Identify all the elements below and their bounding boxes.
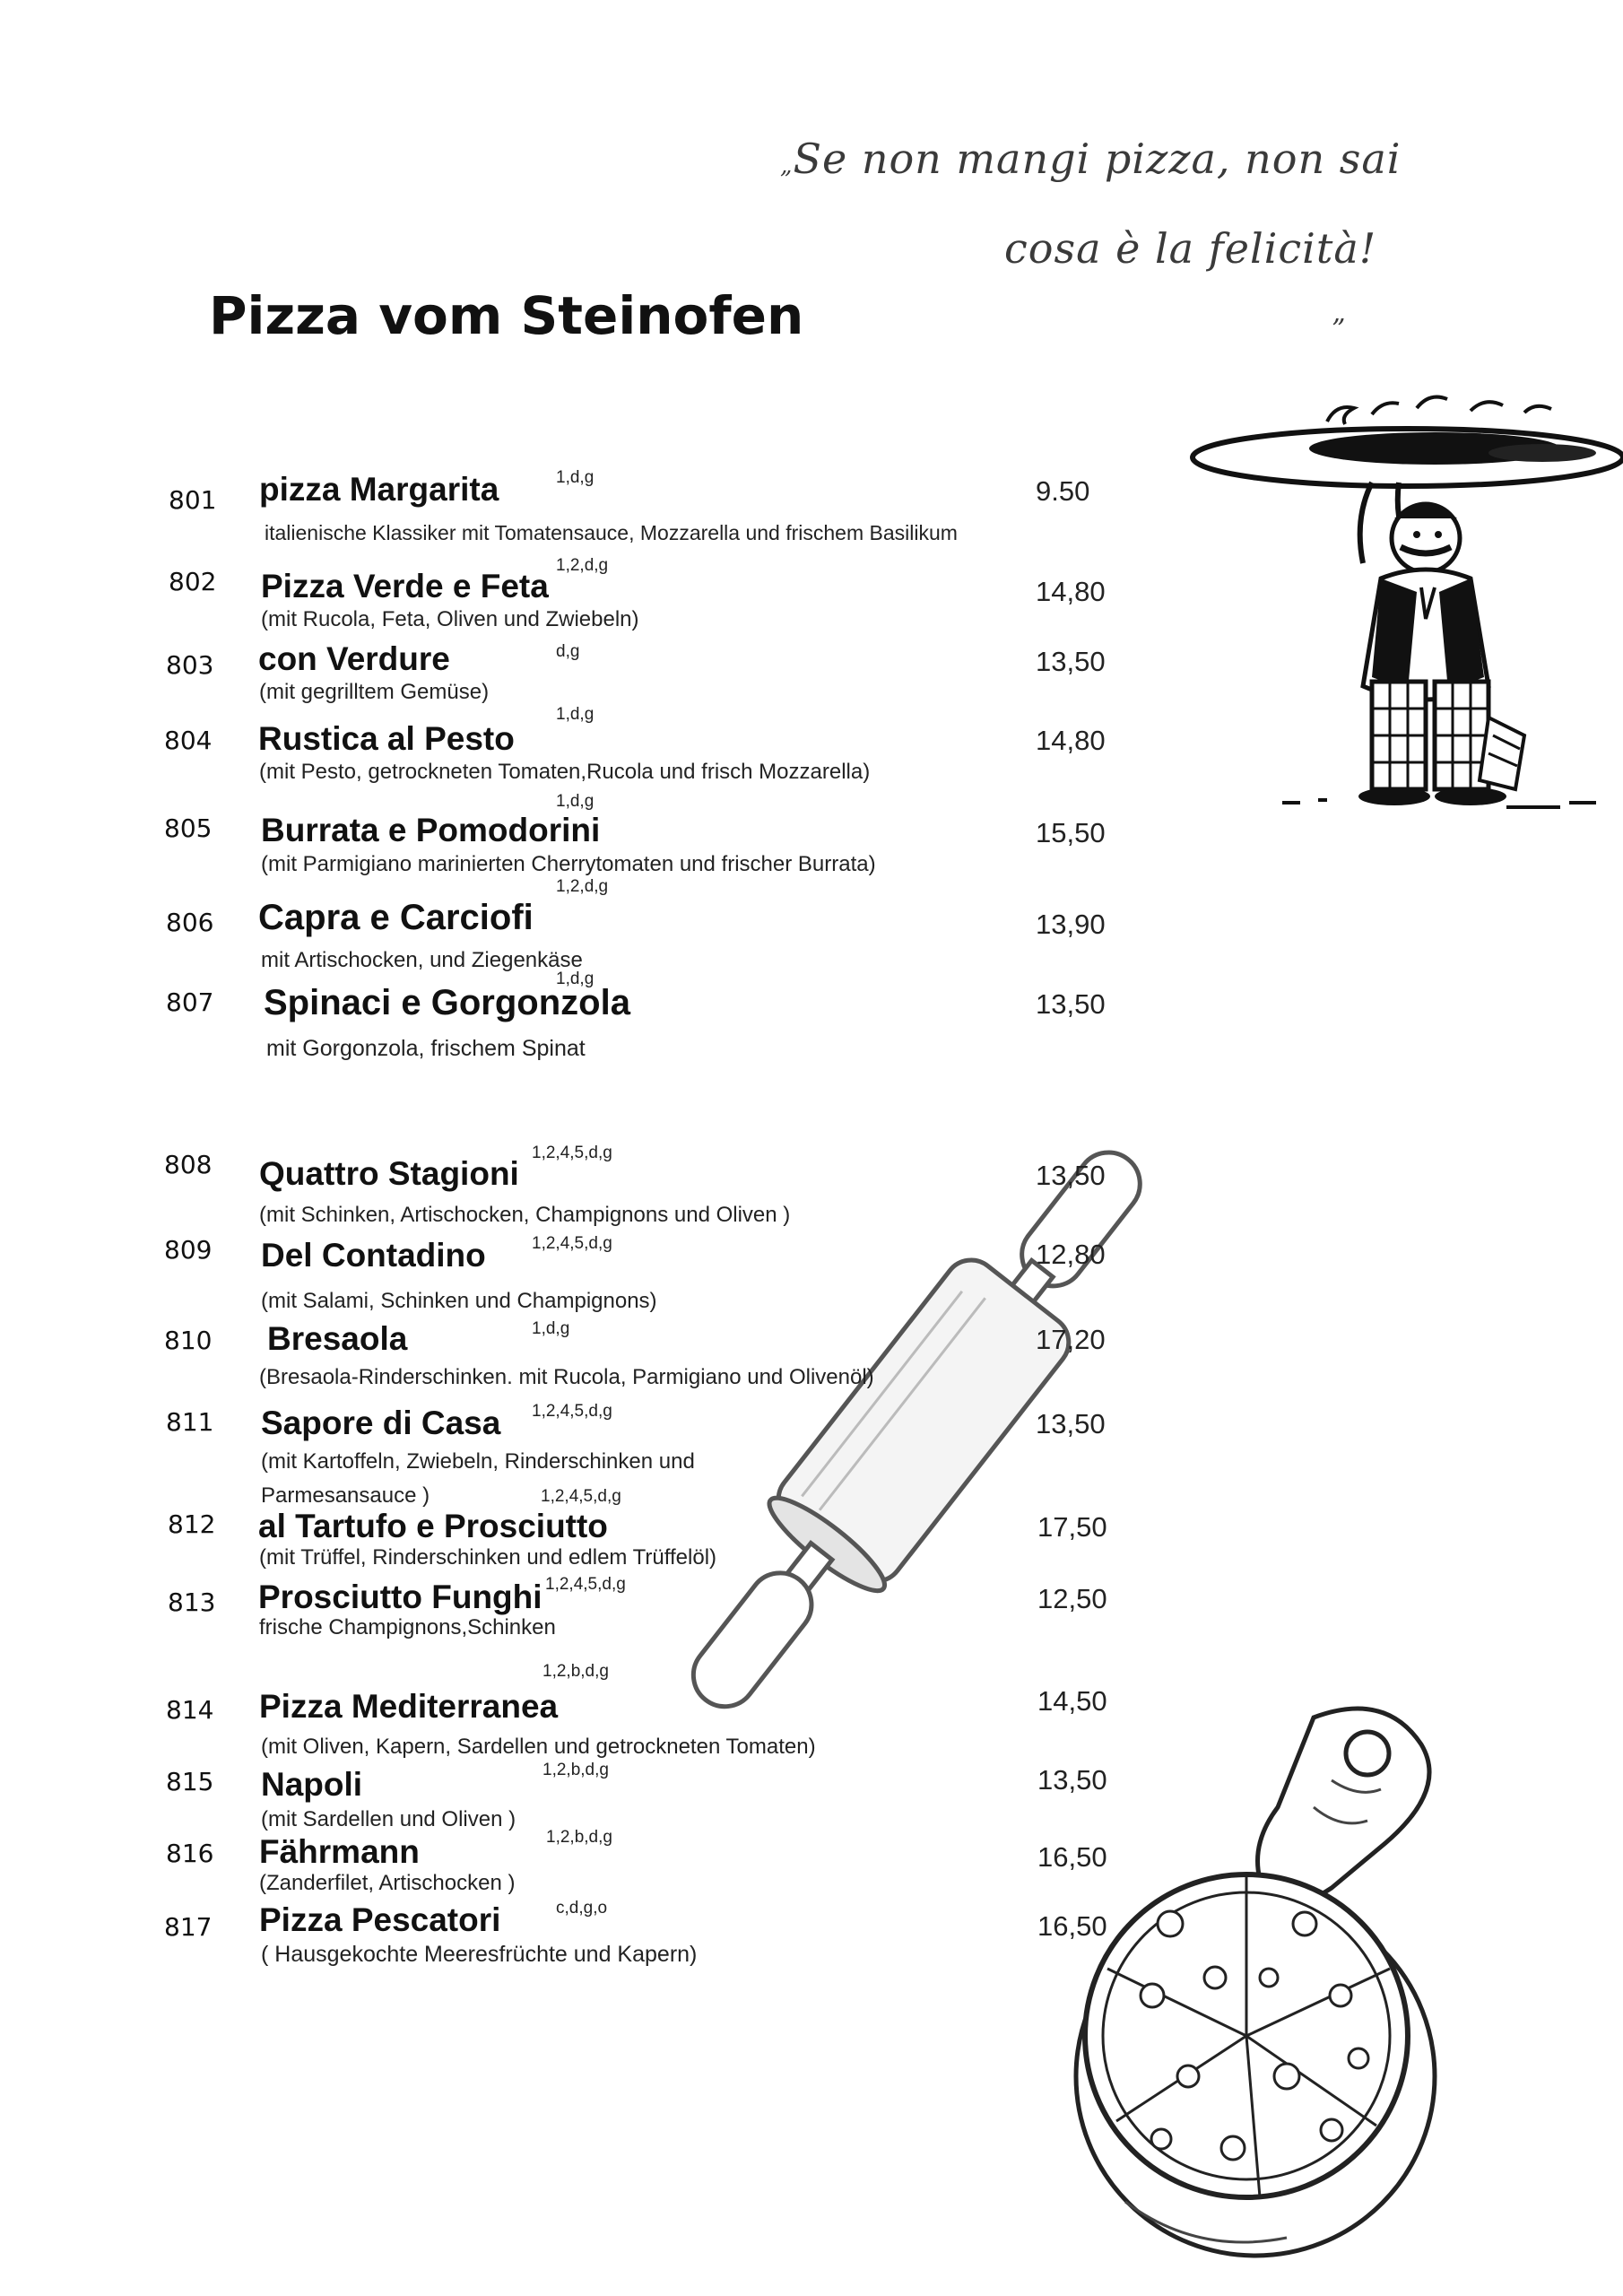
item-number: 812	[168, 1509, 216, 1539]
item-price: 12,80	[1036, 1239, 1106, 1270]
item-number: 810	[164, 1326, 213, 1355]
pizza-chef-illustration	[1166, 368, 1623, 852]
item-number: 802	[169, 567, 217, 596]
item-description: (mit Salami, Schinken und Champignons)	[261, 1289, 657, 1313]
item-allergens: 1,d,g	[532, 1319, 570, 1338]
item-price: 14,80	[1036, 725, 1106, 756]
item-number: 806	[166, 908, 214, 937]
item-number: 813	[168, 1587, 216, 1617]
item-allergens: 1,d,g	[556, 970, 595, 988]
item-price: 15,50	[1036, 817, 1106, 848]
item-price: 13,90	[1036, 909, 1106, 940]
item-price: 14,50	[1037, 1685, 1107, 1717]
item-number: 811	[166, 1407, 214, 1437]
item-price: 16,50	[1037, 1910, 1107, 1942]
item-price: 9.50	[1036, 475, 1090, 507]
item-price: 13,50	[1037, 1764, 1107, 1796]
item-name: Napoli	[261, 1766, 363, 1803]
item-description: ( Hausgekochte Meeresfrüchte und Kapern)	[261, 1942, 698, 1967]
item-name: con Verdure	[258, 640, 450, 677]
item-name: Pizza Pescatori	[259, 1901, 501, 1938]
item-description: (Zanderfilet, Artischocken )	[259, 1871, 516, 1895]
item-number: 805	[164, 813, 213, 843]
item-name: Sapore di Casa	[261, 1405, 501, 1441]
item-price: 14,80	[1036, 576, 1106, 607]
item-price: 13,50	[1036, 988, 1106, 1020]
quote-close-mark: ”	[1332, 314, 1347, 345]
item-description: italienische Klassiker mit Tomatensauce, Mozzarella und frischem Basilikum	[265, 521, 958, 544]
item-name: al Tartufo e Prosciutto	[258, 1508, 608, 1544]
item-description: mit Gorgonzola, frischem Spinat	[266, 1036, 586, 1061]
item-name: Pizza Verde e Feta	[261, 568, 549, 604]
item-description: frische Champignons,Schinken	[259, 1615, 556, 1639]
item-allergens: 1,2,4,5,d,g	[532, 1234, 612, 1253]
quote-line-1	[780, 135, 1401, 183]
quote-open-mark: „	[780, 152, 794, 179]
item-description: (mit gegrilltem Gemüse)	[259, 680, 490, 704]
item-name: Bresaola	[267, 1320, 408, 1357]
item-name: Fährmann	[259, 1833, 420, 1870]
item-allergens: 1,2,4,5,d,g	[545, 1575, 626, 1594]
item-price: 12,50	[1037, 1583, 1107, 1614]
item-price: 17,20	[1036, 1324, 1106, 1355]
quote-text-1: Se non mangi pizza, non sai	[793, 135, 1402, 183]
item-allergens: 1,2,4,5,d,g	[532, 1144, 612, 1162]
item-name: Burrata e Pomodorini	[261, 812, 601, 848]
item-number: 815	[166, 1767, 214, 1796]
item-number: 809	[164, 1235, 213, 1265]
item-allergens: 1,d,g	[556, 792, 595, 811]
item-allergens: 1,2,4,5,d,g	[541, 1487, 621, 1506]
item-number: 808	[164, 1150, 213, 1179]
item-name: Capra e Carciofi	[258, 898, 534, 937]
item-description: (mit Trüffel, Rinderschinken und edlem Trüffelöl)	[259, 1545, 717, 1570]
page-title: Pizza vom Steinofen	[209, 285, 804, 346]
item-number: 801	[169, 485, 217, 515]
item-description-line-2: Parmesansauce )	[261, 1483, 430, 1508]
item-number: 814	[166, 1695, 214, 1725]
item-price: 13,50	[1036, 1160, 1106, 1191]
item-price: 16,50	[1037, 1841, 1107, 1873]
quote-line-2: cosa è la felicità!	[1004, 224, 1377, 273]
rolling-pin-illustration	[726, 1126, 1211, 1718]
item-description: (mit Rucola, Feta, Oliven und Zwiebeln)	[261, 607, 639, 631]
item-allergens: 1,2,b,d,g	[546, 1828, 612, 1847]
item-name: Prosciutto Funghi	[258, 1578, 542, 1615]
item-name: Pizza Mediterranea	[259, 1688, 559, 1725]
item-number: 817	[164, 1912, 213, 1942]
item-description: (mit Pesto, getrockneten Tomaten,Rucola und frisch Mozzarella)	[259, 760, 871, 784]
item-name: Quattro Stagioni	[259, 1155, 519, 1192]
item-number: 804	[164, 726, 213, 755]
item-description: (Bresaola-Rinderschinken. mit Rucola, Parmigiano und Olivenöl)	[259, 1365, 874, 1389]
item-description: (mit Schinken, Artischocken, Champignons und Oliven )	[259, 1203, 791, 1227]
item-description: mit Artischocken, und Ziegenkäse	[261, 948, 583, 972]
item-name: pizza Margarita	[259, 471, 499, 508]
item-allergens: 1,2,d,g	[556, 556, 609, 575]
item-allergens: 1,2,b,d,g	[542, 1662, 609, 1681]
pizza-board-illustration	[1072, 1700, 1493, 2296]
item-allergens: d,g	[556, 642, 580, 661]
item-price: 13,50	[1036, 1408, 1106, 1439]
item-allergens: c,d,g,o	[556, 1899, 608, 1918]
item-description: (mit Parmigiano marinierten Cherrytomaten und frischer Burrata)	[261, 852, 876, 876]
item-allergens: 1,d,g	[556, 468, 595, 487]
item-description: (mit Oliven, Kapern, Sardellen und getrockneten Tomaten)	[261, 1735, 816, 1759]
item-allergens: 1,2,b,d,g	[542, 1761, 609, 1779]
item-number: 816	[166, 1839, 214, 1868]
item-number: 803	[166, 650, 214, 680]
item-number: 807	[166, 987, 214, 1017]
item-price: 17,50	[1037, 1511, 1107, 1543]
item-allergens: 1,2,4,5,d,g	[532, 1402, 612, 1421]
item-allergens: 1,2,d,g	[556, 877, 609, 896]
item-description: (mit Sardellen und Oliven )	[261, 1807, 516, 1831]
item-name: Spinaci e Gorgonzola	[264, 983, 630, 1022]
item-name: Rustica al Pesto	[258, 720, 515, 757]
item-price: 13,50	[1036, 646, 1106, 677]
item-allergens: 1,d,g	[556, 705, 595, 724]
item-name: Del Contadino	[261, 1237, 486, 1274]
item-description: (mit Kartoffeln, Zwiebeln, Rinderschinken und	[261, 1449, 695, 1474]
